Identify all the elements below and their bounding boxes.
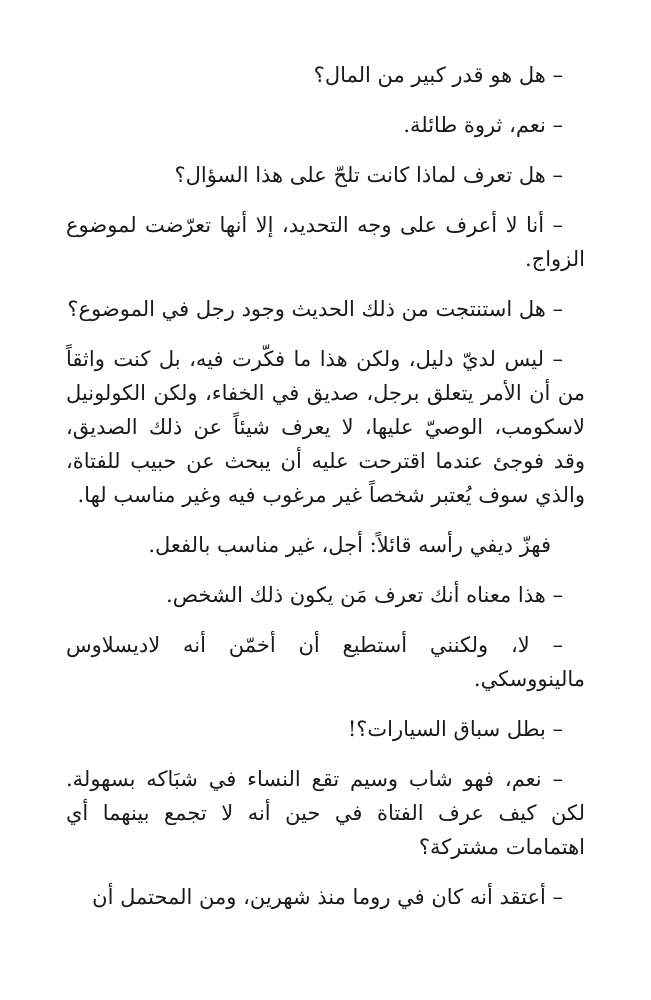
dialogue-paragraph: – أعتقد أنه كان في روما منذ شهرين، ومن المحتمل أن bbox=[92, 885, 563, 909]
narration-paragraph: فهزّ ديفي رأسه قائلاً: أجل، غير مناسب بالفعل. bbox=[148, 533, 551, 557]
dialogue-paragraph: – هذا معناه أنك تعرف مَن يكون ذلك الشخص. bbox=[166, 583, 563, 607]
dialogue-paragraph: – هل تعرف لماذا كانت تلحّ على هذا السؤال؟ bbox=[174, 163, 563, 187]
dialogue-paragraph: – لا، ولكنني أستطيع أن أخمّن أنه لاديسلاوس مالينووسكي. bbox=[66, 633, 585, 691]
dialogue-paragraph: – هل هو قدر كبير من المال؟ bbox=[313, 63, 563, 87]
dialogue-paragraph: – بطل سباق السيارات؟! bbox=[347, 717, 563, 741]
dialogue-paragraph: – نعم، فهو شاب وسيم تقع النساء في شبَاكه بسهولة. لكن كيف عرف الفتاة في حين أنه لا تجمع بينهما أي اهتمامات مشتركة؟ bbox=[66, 767, 585, 859]
dialogue-paragraph: – أنا لا أعرف على وجه التحديد، إلا أنها تعرّضت لموضوع الزواج. bbox=[66, 213, 585, 271]
dialogue-paragraph: – هل استنتجت من ذلك الحديث وجود رجل في الموضوع؟ bbox=[67, 297, 563, 321]
dialogue-paragraph: – نعم، ثروة طائلة. bbox=[403, 113, 563, 137]
book-page-text bbox=[66, 58, 585, 930]
dialogue-paragraph: – ليس لديّ دليل، ولكن هذا ما فكّرت فيه، بل كنت واثقاً من أن الأمر يتعلق برجل، صديق في الخفاء، ولكن الكولونيل لاسكومب، الوصيّ عليها، لا يعرف شيئاً عن ذلك الصديق، وقد فوجئ عندما اقترحت عليه أن يبحث عن حبيب للفتاة، والذي سوف يُعتبر شخصاً غير مرغوب فيه وغير مناسب لها. bbox=[66, 347, 585, 507]
